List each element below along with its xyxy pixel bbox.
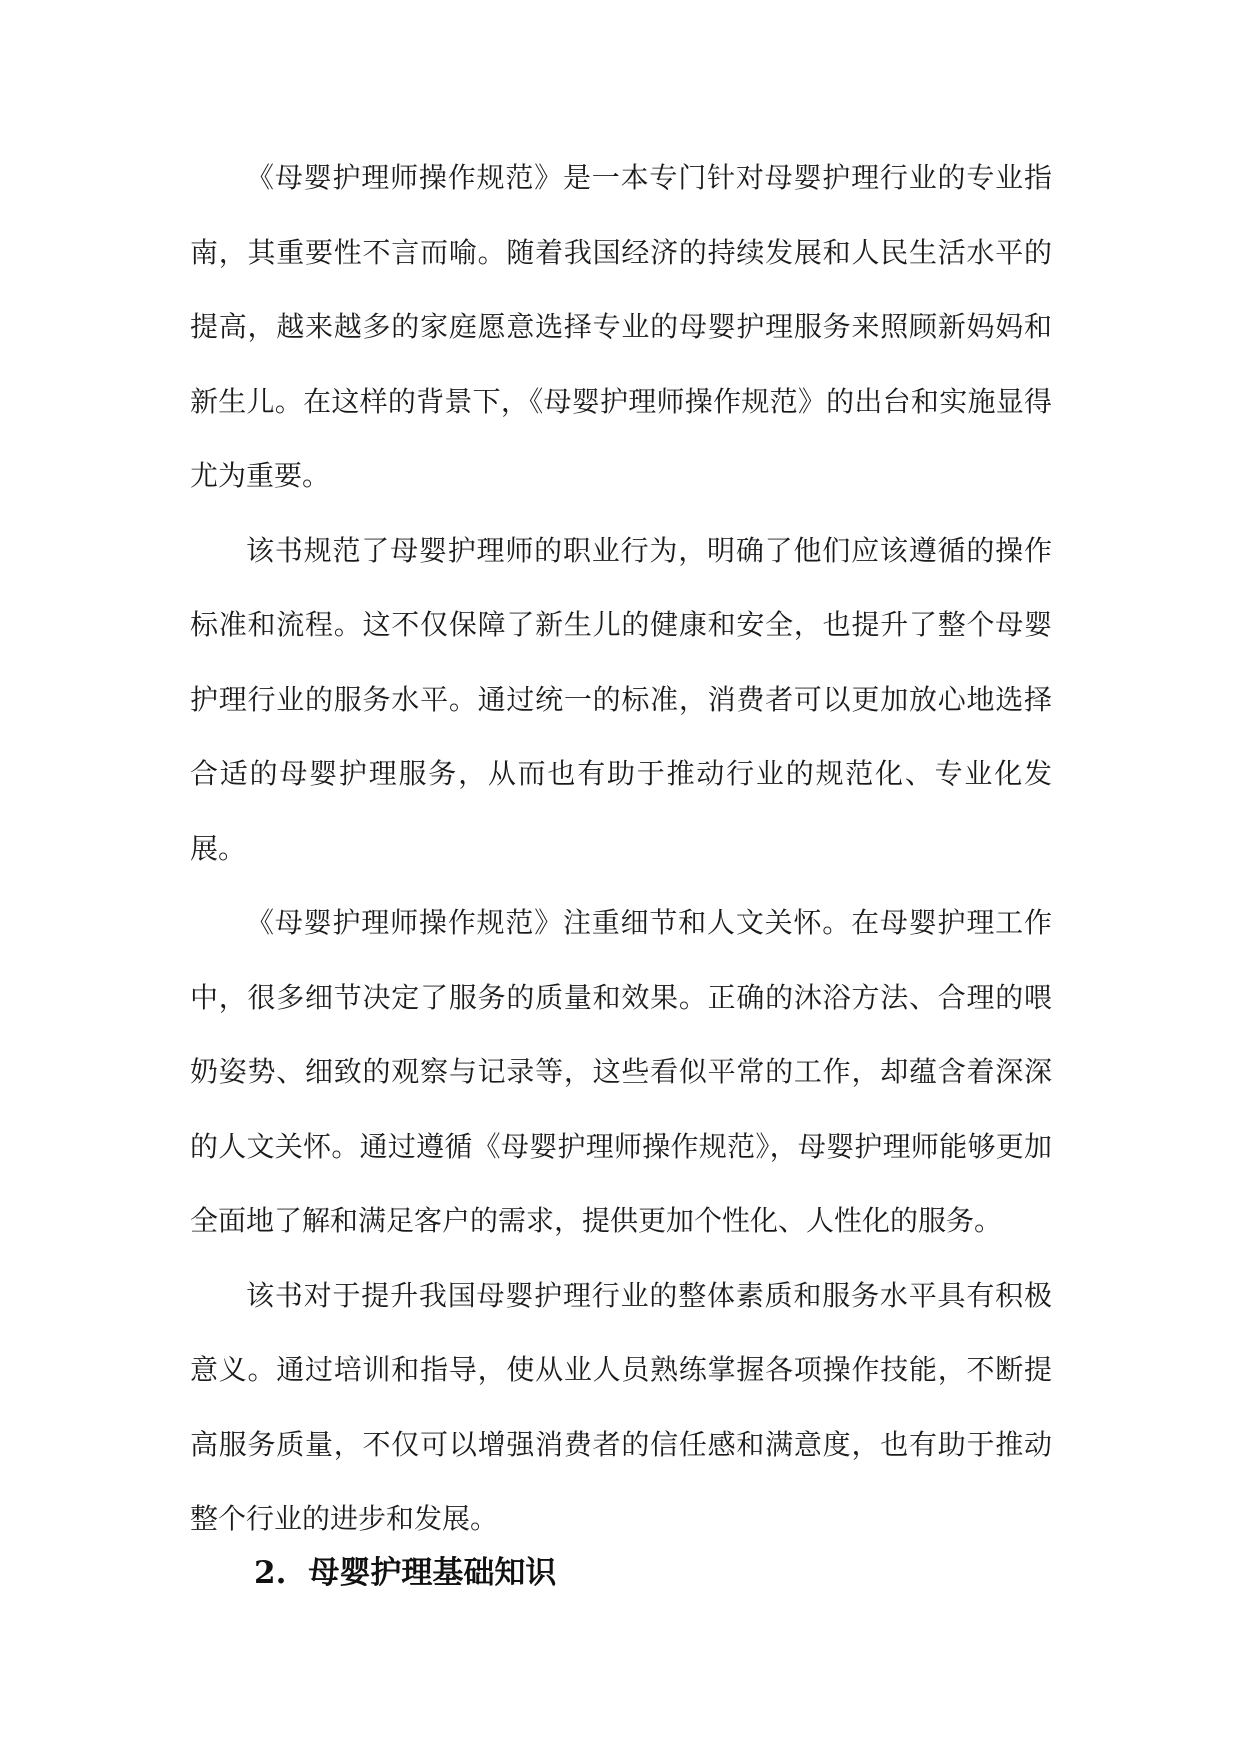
- section-number: 2.: [254, 1555, 287, 1591]
- paragraph-2: 该书规范了母婴护理师的职业行为，明确了他们应该遵循的操作标准和流程。这不仅保障了新生儿的健康和安全，也提升了整个母婴护理行业的服务水平。通过统一的标准，消费者可以更加放心地选择合适的母婴护理服务，从而也有助于推动行业的规范化、专业化发展。: [190, 533, 1052, 865]
- body-text: [190, 141, 1052, 1557]
- paragraph-3: 《母婴护理师操作规范》注重细节和人文关怀。在母婴护理工作中，很多细节决定了服务的质量和效果。正确的沐浴方法、合理的喂奶姿势、细致的观察与记录等，这些看似平常的工作，却蕴含着深深的人文关怀。通过遵循《母婴护理师操作规范》，母婴护理师能够更加全面地了解和满足客户的需求，提供更加个性化、人性化的服务。: [190, 906, 1052, 1237]
- paragraph-1: 《母婴护理师操作规范》是一本专门针对母婴护理行业的专业指南，其重要性不言而喻。随着我国经济的持续发展和人民生活水平的提高，越来越多的家庭愿意选择专业的母婴护理服务来照顾新妈妈和新生儿。在这样的背景下，《母婴护理师操作规范》的出台和实施显得尤为重要。: [190, 161, 1052, 492]
- section-title: 母婴护理基础知识: [308, 1555, 557, 1591]
- section-heading: [254, 1553, 556, 1593]
- paragraph-4: 该书对于提升我国母婴护理行业的整体素质和服务水平具有积极意义。通过培训和指导，使从业人员熟练掌握各项操作技能，不断提高服务质量，不仅可以增强消费者的信任感和满意度，也有助于推动整个行业的进步和发展。: [190, 1278, 1052, 1535]
